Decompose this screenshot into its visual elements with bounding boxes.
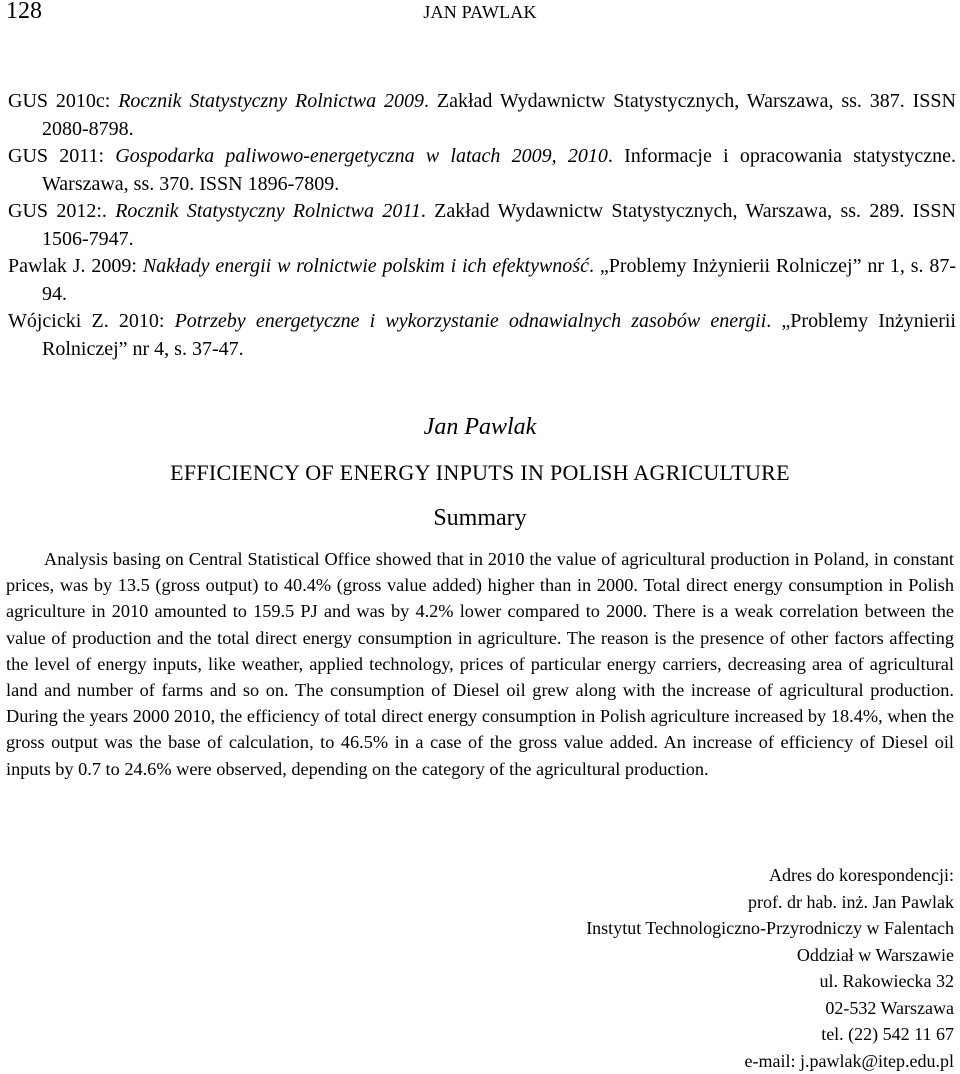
paper-title: EFFICIENCY OF ENERGY INPUTS IN POLISH AGRICULTURE bbox=[0, 458, 960, 488]
address-phone: tel. (22) 542 11 67 bbox=[434, 1021, 954, 1048]
reference-lead: GUS 2012:. bbox=[8, 200, 115, 222]
reference-lead: GUS 2011: bbox=[8, 145, 115, 167]
summary-author: Jan Pawlak bbox=[0, 412, 960, 442]
summary-heading: Summary bbox=[0, 502, 960, 534]
address-email[interactable]: e-mail: j.pawlak@itep.edu.pl bbox=[434, 1048, 954, 1074]
reference-item bbox=[8, 198, 956, 253]
reference-item bbox=[8, 253, 956, 308]
running-head: JAN PAWLAK bbox=[0, 2, 960, 23]
reference-rest: . „Problemy Inżynierii Rolniczej” nr 4, s. 37-47. bbox=[42, 310, 956, 360]
address-branch: Oddział w Warszawie bbox=[434, 942, 954, 969]
references-list bbox=[8, 88, 956, 363]
address-street: ul. Rakowiecka 32 bbox=[434, 968, 954, 995]
address-institute: Instytut Technologiczno-Przyrodniczy w Falentach bbox=[434, 915, 954, 942]
summary-header bbox=[0, 412, 960, 534]
reference-rest: . Zakład Wydawnictw Statystycznych, Warszawa, ss. 289. ISSN 1506-7947. bbox=[42, 200, 956, 250]
correspondence-address bbox=[434, 862, 954, 1074]
address-city: 02-532 Warszawa bbox=[434, 995, 954, 1022]
reference-item bbox=[8, 88, 956, 143]
reference-title: Rocznik Statystyczny Rolnictwa 2011 bbox=[115, 200, 421, 222]
reference-title: Potrzeby energetyczne i wykorzystanie odnawialnych zasobów energii bbox=[175, 310, 767, 332]
reference-lead: Wójcicki Z. 2010: bbox=[8, 310, 175, 332]
page-number: 128 bbox=[6, 0, 42, 25]
address-name: prof. dr hab. inż. Jan Pawlak bbox=[434, 889, 954, 916]
address-label: Adres do korespondencji: bbox=[434, 862, 954, 889]
reference-lead: GUS 2010c: bbox=[8, 90, 118, 112]
reference-item bbox=[8, 143, 956, 198]
reference-rest: . Zakład Wydawnictw Statystycznych, Warszawa, ss. 387. ISSN 2080-8798. bbox=[42, 90, 956, 140]
reference-rest: . „Problemy Inżynierii Rolniczej” nr 1, s. 87-94. bbox=[42, 255, 956, 305]
reference-rest: . Informacje i opracowania statystyczne. Warszawa, ss. 370. ISSN 1896-7809. bbox=[42, 145, 956, 195]
reference-title: Nakłady energii w rolnictwie polskim i ich efektywność bbox=[143, 255, 589, 277]
reference-lead: Pawlak J. 2009: bbox=[8, 255, 143, 277]
reference-title: Gospodarka paliwowo-energetyczna w latach 2009, 2010 bbox=[115, 145, 608, 167]
page-header bbox=[0, 0, 960, 30]
reference-item bbox=[8, 308, 956, 363]
summary-body: Analysis basing on Central Statistical Office showed that in 2010 the value of agricultural production in Poland, in constant prices, was by 13.5 (gross output) to 40.4% (gross value added) higher than in 2000. Total direct energy consumption in Polish agriculture in 2010 amounted to 159.5 PJ and was by 4.2% lower compared to 2000. There is a weak correlation between the value of production and the total direct energy consumption in agriculture. The reason is the presence of other factors affecting the level of energy inputs, like weather, applied technology, prices of particular energy carriers, decreasing area of agricultural land and number of farms and so on. The consumption of Diesel oil grew along with the increase of agricultural production. During the years 2000 2010, the efficiency of total direct energy consumption in Polish agriculture increased by 18.4%, when the gross output was the base of calculation, to 46.5% in a case of the gross value added. An increase of efficiency of Diesel oil inputs by 0.7 to 24.6% were observed, depending on the category of the agricultural production. bbox=[6, 546, 954, 782]
reference-title: Rocznik Statystyczny Rolnictwa 2009 bbox=[118, 90, 424, 112]
